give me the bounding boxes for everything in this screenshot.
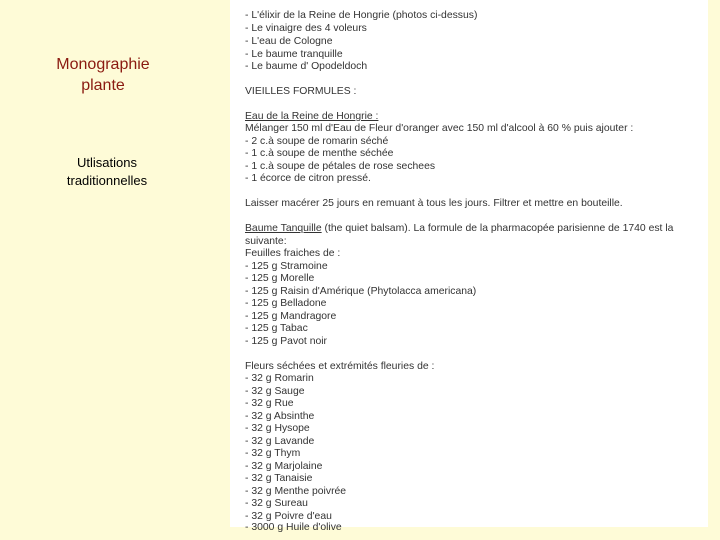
sidebar-title	[40, 54, 166, 96]
doc-line: - 3000 g Huile d'olive	[245, 522, 342, 533]
doc-line-rest: (the quiet balsam). La formule de la pharmacopée parisienne de 1740 est la	[321, 223, 674, 234]
sidebar-subtitle	[50, 154, 164, 190]
doc-line: - Le vinaigre des 4 voleurs	[245, 23, 367, 34]
doc-line: - 32 g Romarin	[245, 373, 314, 384]
doc-section-title: Baume Tanquille	[245, 223, 322, 234]
doc-line: - 125 g Tabac	[245, 323, 308, 334]
doc-line: - L'eau de Cologne	[245, 36, 333, 47]
doc-heading: VIEILLES FORMULES :	[245, 86, 357, 97]
doc-line: - 32 g Marjolaine	[245, 461, 323, 472]
doc-line: - 32 g Poivre d'eau	[245, 511, 332, 522]
sidebar-title-line-1: Monographie	[56, 56, 150, 73]
doc-line: Laisser macérer 25 jours en remuant à tous les jours. Filtrer et mettre en bouteille.	[245, 198, 623, 209]
doc-line: - 32 g Lavande	[245, 436, 315, 447]
doc-line: - 125 g Pavot noir	[245, 336, 328, 347]
doc-line: - 125 g Mandragore	[245, 311, 337, 322]
doc-line: Mélanger 150 ml d'Eau de Fleur d'oranger avec 150 ml d'alcool à 60 % puis ajouter :	[245, 123, 634, 134]
doc-line: Feuilles fraiches de :	[245, 248, 341, 259]
doc-line: Fleurs séchées et extrémités fleuries de :	[245, 361, 435, 372]
doc-line: - L'élixir de la Reine de Hongrie (photos ci-dessus)	[245, 10, 478, 21]
doc-line: - Le baume d' Opodeldoch	[245, 61, 368, 72]
doc-line: - 32 g Sureau	[245, 498, 308, 509]
doc-line: - 32 g Rue	[245, 398, 294, 409]
sidebar-subtitle-line-2: traditionnelles	[66, 173, 148, 188]
doc-line: - 1 c.à soupe de menthe séchée	[245, 148, 394, 159]
doc-line: - 125 g Belladone	[245, 298, 327, 309]
doc-section-title: Eau de la Reine de Hongrie :	[245, 111, 379, 122]
doc-line: - 1 c.à soupe de pétales de rose sechees	[245, 161, 436, 172]
doc-line: - 32 g Menthe poivrée	[245, 486, 347, 497]
doc-line: - 32 g Thym	[245, 448, 301, 459]
doc-line: - 2 c.à soupe de romarin séché	[245, 136, 389, 147]
doc-line: - 125 g Morelle	[245, 273, 315, 284]
doc-line: - 125 g Raisin d'Amérique (Phytolacca americana)	[245, 286, 477, 297]
doc-line: - 32 g Tanaisie	[245, 473, 313, 484]
doc-line: - Le baume tranquille	[245, 49, 343, 60]
doc-line: - 125 g Stramoine	[245, 261, 328, 272]
doc-line: - 32 g Sauge	[245, 386, 305, 397]
doc-line: - 32 g Hysope	[245, 423, 310, 434]
document-page	[230, 0, 708, 533]
doc-line	[245, 223, 702, 236]
doc-line: - 1 écorce de citron pressé.	[245, 173, 371, 184]
sidebar-title-line-2: plante	[81, 77, 125, 94]
doc-line: - 32 g Absinthe	[245, 411, 315, 422]
doc-line: suivante:	[245, 236, 287, 247]
sidebar-subtitle-line-1: Utlisations	[77, 155, 137, 170]
